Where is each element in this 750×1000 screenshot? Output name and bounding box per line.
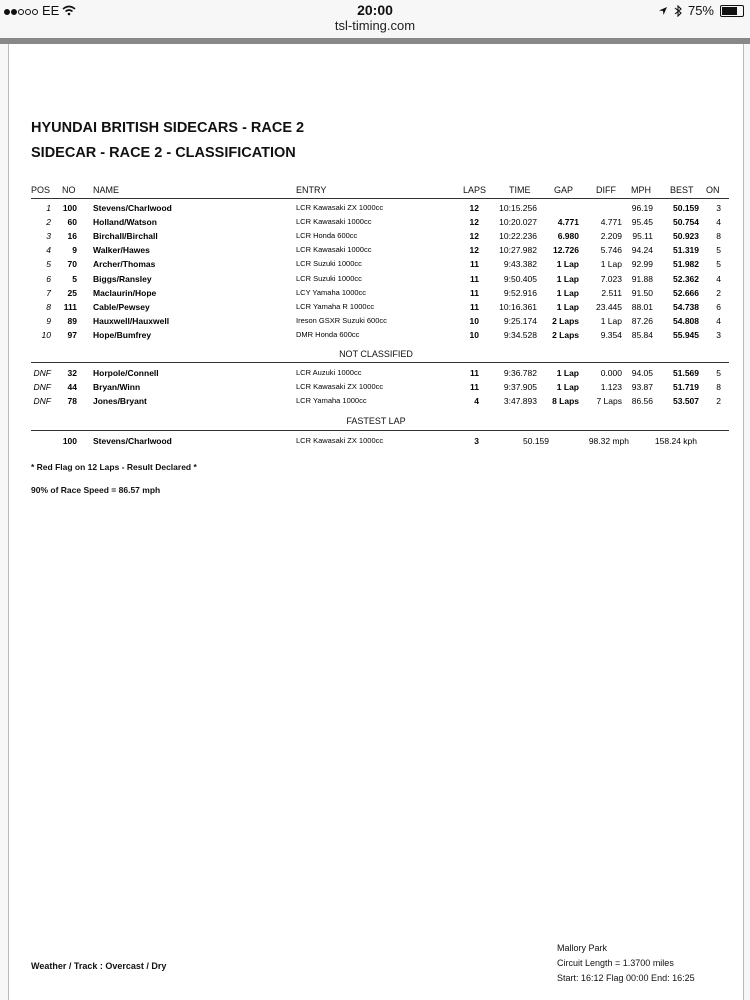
cell-entry: LCR Kawasaki ZX 1000cc [296, 203, 384, 212]
status-time: 20:00 [357, 2, 393, 18]
cell-best: 54.808 [673, 315, 699, 326]
cell-pos: 10 [41, 329, 51, 340]
cell-mph: 91.88 [631, 273, 653, 284]
cell-laps: 12 [469, 217, 479, 228]
cell-mph: 95.45 [631, 217, 653, 228]
cell-best: 52.362 [673, 273, 699, 284]
cell-no: 111 [63, 301, 77, 312]
fastest-lap-rule [31, 430, 729, 431]
cell-name: Birchall/Birchall [93, 231, 158, 242]
cell-name: Stevens/Charlwood [93, 203, 172, 213]
cell-best: 50.159 [673, 203, 699, 213]
cell-best: 51.319 [673, 245, 699, 256]
table-row [9, 368, 743, 382]
cell-entry: LCR Kawasaki 1000cc [296, 217, 372, 227]
cell-on: 4 [716, 315, 721, 326]
cell-diff: 1 Lap [600, 315, 622, 326]
cell-time: 10:27.982 [499, 245, 537, 256]
cell-no: 70 [67, 259, 77, 270]
cell-diff: 5.746 [600, 245, 622, 256]
fastest-lap-mph: 98.32 mph [588, 436, 629, 446]
cell-gap: 6.980 [557, 231, 579, 242]
cell-time: 9:25.174 [503, 315, 537, 326]
cell-on: 5 [716, 245, 721, 256]
cell-best: 52.666 [673, 287, 699, 298]
cell-on: 6 [716, 301, 721, 312]
venue-name: Mallory Park [557, 943, 608, 953]
cell-laps: 11 [470, 301, 479, 312]
location-arrow-icon [658, 6, 668, 16]
header-rule [31, 198, 729, 199]
cell-entry: LCR Kawasaki ZX 1000cc [296, 382, 384, 392]
cell-best: 55.945 [673, 329, 699, 340]
cell-name: Cable/Pewsey [93, 301, 150, 312]
cell-laps: 12 [469, 231, 479, 242]
cell-pos: DNF [33, 382, 51, 393]
cell-pos: 7 [46, 287, 51, 298]
cell-diff: 23.445 [596, 301, 622, 312]
cell-mph: 85.84 [631, 329, 653, 340]
cell-pos: DNF [33, 396, 51, 407]
cell-laps: 12 [469, 203, 479, 213]
cell-pos: 8 [46, 301, 51, 312]
cell-diff: 1.123 [600, 382, 622, 393]
table-row [9, 316, 743, 330]
red-flag-note: * Red Flag on 12 Laps - Result Declared * [31, 462, 197, 472]
table-row [9, 288, 743, 302]
cell-gap: 1 Lap [556, 382, 579, 393]
cell-gap: 8 Laps [552, 396, 579, 407]
cell-best: 50.923 [673, 231, 699, 242]
cell-laps: 11 [470, 382, 479, 393]
cell-no: 78 [67, 396, 77, 407]
cell-diff: 1 Lap [600, 259, 622, 270]
header-time: TIME [509, 185, 531, 195]
battery-fill [722, 7, 737, 15]
cell-gap: 2 Laps [552, 329, 579, 340]
cell-best: 53.507 [673, 396, 699, 407]
cell-on: 4 [716, 217, 721, 228]
cell-best: 51.719 [673, 382, 699, 393]
cell-name: Jones/Bryant [93, 396, 147, 407]
cell-name: Maclaurin/Hope [93, 287, 157, 298]
battery-percent: 75% [687, 3, 714, 18]
cell-pos: 5 [46, 259, 51, 270]
cell-mph: 96.19 [631, 203, 653, 213]
cell-pos: 1 [46, 203, 51, 213]
not-classified-rule [31, 362, 729, 363]
cell-gap: 1 Lap [556, 368, 579, 378]
cell-gap: 2 Laps [552, 315, 579, 326]
header-mph: MPH [631, 185, 651, 195]
cell-time: 10:15.256 [499, 203, 537, 213]
results-document [8, 44, 744, 1000]
cell-diff: 2.511 [601, 287, 622, 298]
fastest-lap-name: Stevens/Charlwood [93, 436, 172, 446]
status-right [658, 3, 744, 18]
table-row [9, 203, 743, 217]
cell-name: Horpole/Connell [93, 368, 159, 378]
cell-on: 4 [716, 273, 721, 284]
cell-no: 16 [67, 231, 77, 242]
cell-time: 9:36.782 [503, 368, 537, 378]
cell-name: Hope/Bumfrey [93, 329, 152, 340]
table-row [9, 302, 743, 316]
race-speed-note: 90% of Race Speed = 86.57 mph [31, 485, 161, 495]
cell-time: 9:43.382 [503, 259, 537, 270]
cell-mph: 94.05 [631, 368, 653, 378]
bluetooth-icon [674, 5, 682, 17]
cell-entry: LCR Suzuki 1000cc [296, 273, 362, 283]
cell-diff: 4.771 [600, 217, 622, 228]
cell-laps: 11 [470, 259, 479, 270]
cell-name: Biggs/Ransley [93, 273, 152, 284]
cell-pos: DNF [33, 368, 51, 378]
address-bar[interactable] [0, 18, 750, 38]
cell-no: 60 [67, 217, 77, 228]
cell-mph: 94.24 [631, 245, 653, 256]
cell-no: 44 [67, 382, 77, 393]
cell-name: Bryan/Winn [93, 382, 141, 393]
cell-no: 100 [62, 203, 77, 213]
cell-laps: 4 [474, 396, 479, 407]
table-row [9, 330, 743, 344]
cell-entry: Ireson GSXR Suzuki 600cc [296, 315, 387, 325]
cell-mph: 93.87 [631, 382, 653, 393]
fastest-lap-entry: LCR Kawasaki ZX 1000cc [296, 436, 384, 445]
cell-entry: LCR Yamaha R 1000cc [296, 301, 375, 311]
cell-gap: 4.771 [557, 217, 579, 228]
fastest-lap-kph: 158.24 kph [654, 436, 697, 446]
cell-on: 8 [716, 231, 721, 242]
fastest-lap-lap: 3 [474, 436, 479, 446]
cell-gap: 1 Lap [556, 287, 579, 298]
cell-entry: LCR Kawasaki 1000cc [296, 245, 372, 255]
cell-entry: LCR Honda 600cc [296, 231, 358, 241]
cell-laps: 11 [470, 287, 479, 298]
fastest-lap-heading: FASTEST LAP [346, 416, 406, 426]
cell-name: Hauxwell/Hauxwell [93, 315, 170, 326]
cell-diff: 9.354 [600, 329, 622, 340]
table-row [9, 231, 743, 245]
not-classified-heading: NOT CLASSIFIED [339, 349, 413, 359]
cell-best: 51.569 [673, 368, 699, 378]
cell-pos: 9 [46, 315, 51, 326]
cell-name: Archer/Thomas [93, 259, 156, 270]
cell-laps: 12 [469, 245, 479, 256]
cell-mph: 86.56 [631, 396, 653, 407]
cell-laps: 10 [469, 329, 479, 340]
cell-time: 9:52.916 [503, 287, 537, 298]
cell-gap: 12.726 [553, 245, 579, 256]
cell-no: 97 [67, 329, 77, 340]
header-entry: ENTRY [296, 185, 327, 195]
header-on: ON [706, 185, 720, 195]
table-row [9, 396, 743, 410]
cell-entry: LCR Auzuki 1000cc [296, 368, 362, 377]
cell-on: 3 [716, 203, 721, 213]
document-title: HYUNDAI BRITISH SIDECARS - RACE 2 [31, 120, 305, 136]
cell-time: 3:47.893 [503, 396, 537, 407]
cell-on: 2 [716, 396, 721, 407]
header-diff: DIFF [596, 185, 616, 195]
cell-diff: 7 Laps [596, 396, 622, 407]
cell-gap: 1 Lap [556, 259, 579, 270]
cell-mph: 92.99 [631, 259, 653, 270]
cell-entry: LCR Suzuki 1000cc [296, 259, 362, 269]
table-row [9, 274, 743, 288]
fastest-lap-time: 50.159 [523, 436, 549, 446]
header-no: NO [62, 185, 76, 195]
cell-diff: 0.000 [600, 368, 622, 378]
table-row [9, 245, 743, 259]
header-name: NAME [93, 185, 120, 195]
cell-best: 54.738 [673, 301, 699, 312]
cell-on: 5 [716, 259, 721, 270]
cell-name: Walker/Hawes [93, 245, 150, 256]
cell-no: 5 [72, 273, 77, 284]
cell-diff: 7.023 [600, 273, 622, 284]
cell-name: Holland/Watson [93, 217, 157, 228]
cell-laps: 10 [469, 315, 479, 326]
cell-best: 51.982 [673, 259, 699, 270]
cell-no: 25 [67, 287, 77, 298]
cell-entry: LCR Yamaha 1000cc [296, 396, 367, 406]
cell-gap: 1 Lap [556, 301, 579, 312]
cell-on: 2 [716, 287, 721, 298]
table-row [9, 217, 743, 231]
cell-no: 9 [72, 245, 77, 256]
header-laps: LAPS [463, 185, 487, 195]
carrier-label: EE [42, 3, 60, 18]
cell-on: 8 [716, 382, 721, 393]
cell-time: 9:50.405 [503, 273, 537, 284]
fastest-lap-no: 100 [62, 436, 77, 446]
cell-time: 10:16.361 [499, 301, 537, 312]
weather-track: Weather / Track : Overcast / Dry [31, 961, 167, 971]
cell-entry: LCY Yamaha 1000cc [296, 287, 367, 297]
cell-on: 5 [716, 368, 721, 378]
cell-mph: 88.01 [631, 301, 653, 312]
document-subtitle: SIDECAR - RACE 2 - CLASSIFICATION [31, 145, 296, 161]
cell-time: 9:34.528 [503, 329, 537, 340]
cell-pos: 4 [46, 245, 51, 256]
cell-pos: 3 [46, 231, 51, 242]
cell-gap: 1 Lap [556, 273, 579, 284]
header-pos: POS [31, 185, 51, 195]
table-row [9, 259, 743, 273]
table-row [9, 382, 743, 396]
cell-mph: 91.50 [631, 287, 653, 298]
cell-pos: 6 [46, 273, 51, 284]
session-times: Start: 16:12 Flag 00:00 End: 16:25 [557, 973, 695, 983]
cell-time: 10:22.236 [499, 231, 537, 242]
circuit-length: Circuit Length = 1.3700 miles [557, 958, 674, 968]
header-gap: GAP [554, 185, 574, 195]
fastest-lap-row [9, 436, 743, 450]
url-text: tsl-timing.com [334, 18, 416, 33]
cell-entry: DMR Honda 600cc [296, 329, 360, 339]
cell-laps: 11 [470, 368, 479, 378]
cell-laps: 11 [470, 273, 479, 284]
cell-time: 10:20.027 [499, 217, 537, 228]
cell-pos: 2 [46, 217, 51, 228]
cell-mph: 87.26 [631, 315, 653, 326]
cell-on: 3 [716, 329, 721, 340]
header-best: BEST [670, 185, 694, 195]
cell-diff: 2.209 [600, 231, 622, 242]
cell-time: 9:37.905 [503, 382, 537, 393]
cell-mph: 95.11 [632, 231, 653, 242]
cell-no: 89 [67, 315, 77, 326]
cell-no: 32 [67, 368, 77, 378]
cell-best: 50.754 [673, 217, 699, 228]
battery-icon [720, 5, 744, 17]
